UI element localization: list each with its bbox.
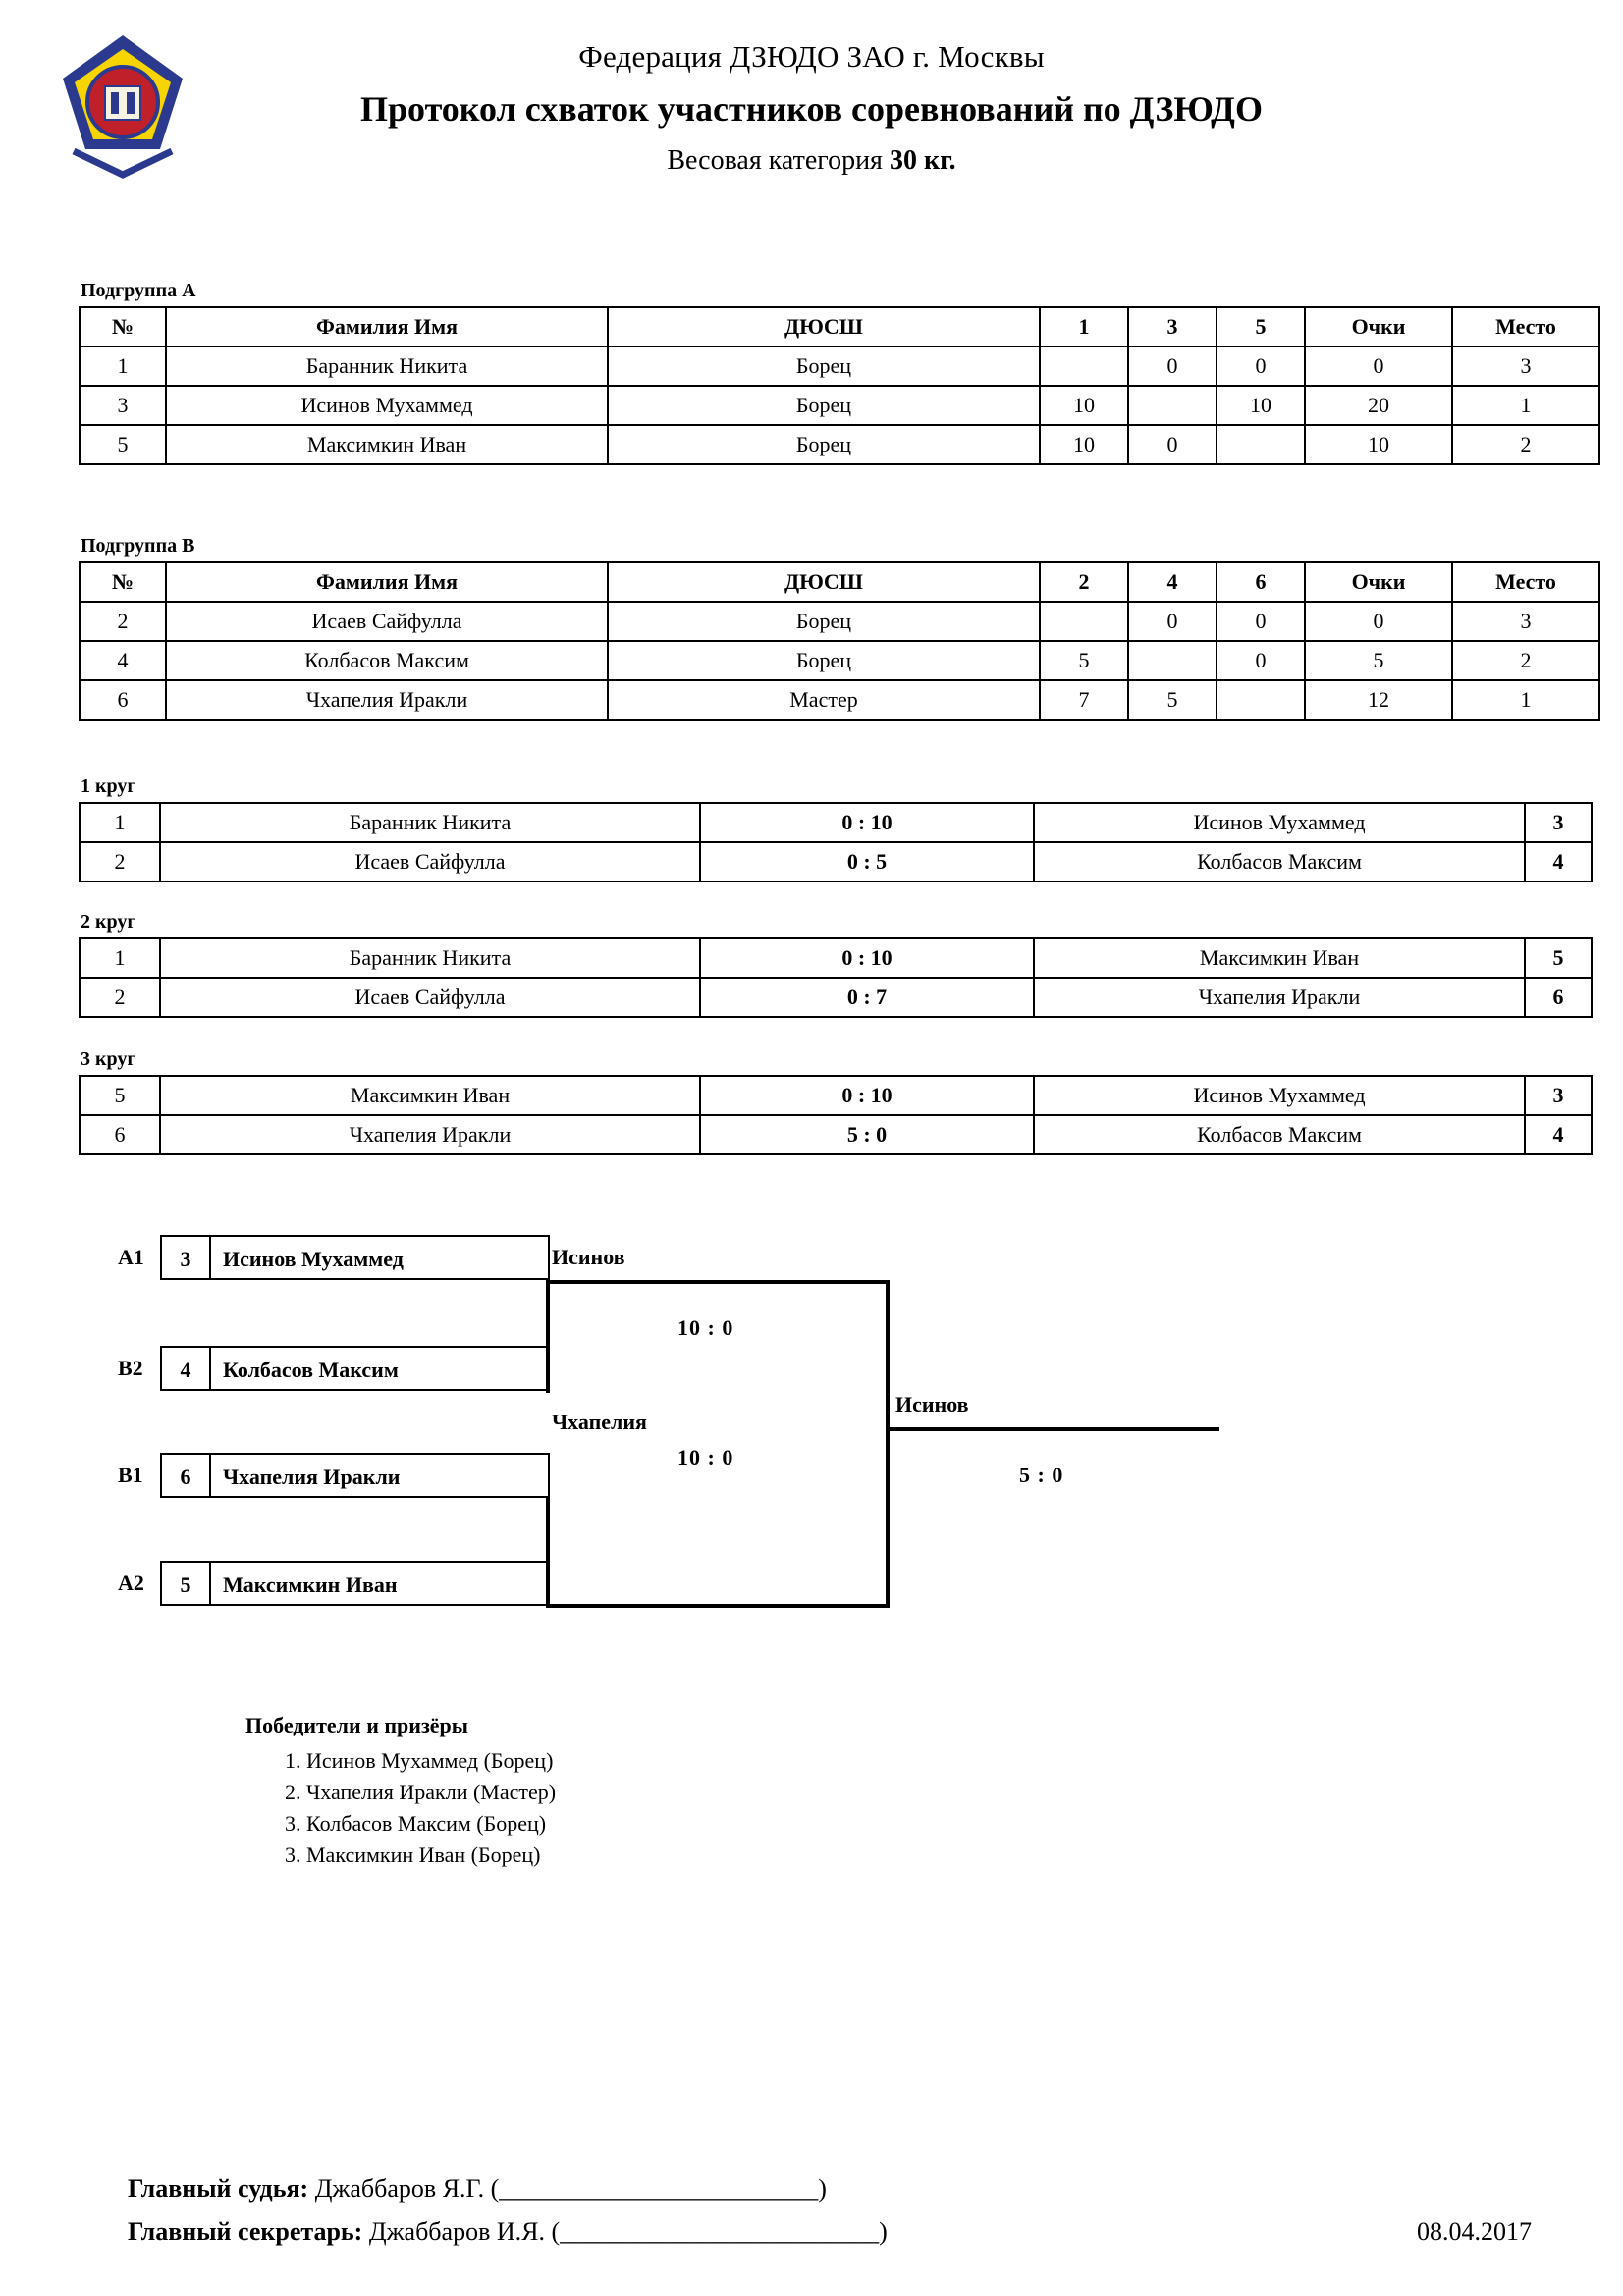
match-score: 0 : 10 — [700, 803, 1034, 842]
row-number: 6 — [80, 680, 166, 720]
round-1-table — [79, 802, 1593, 882]
row-place: 2 — [1452, 425, 1599, 464]
row-cell-self — [1217, 680, 1305, 720]
document-date: 08.04.2017 — [1417, 2217, 1532, 2246]
row-cell-score: 0 — [1217, 602, 1305, 641]
match-score: 0 : 10 — [700, 938, 1034, 978]
bracket-line-bottom-winner — [546, 1604, 890, 1608]
row-name: Колбасов Максим — [166, 641, 608, 680]
col-vs-2: 3 — [1128, 307, 1217, 347]
row-points: 0 — [1305, 602, 1452, 641]
chief-judge-label: Главный судья: — [128, 2174, 309, 2203]
bracket-connector-vertical-bottom — [546, 1498, 550, 1608]
row-name: Баранник Никита — [166, 347, 608, 386]
row-cell-score: 0 — [1128, 347, 1217, 386]
row-number: 1 — [80, 347, 166, 386]
table-row — [80, 386, 1599, 425]
chief-secretary-name: Джаббаров И.Я. (_________________________) — [368, 2217, 888, 2246]
chief-judge-row — [128, 2174, 1532, 2204]
seed-name-b2: Колбасов Максим — [211, 1346, 550, 1391]
match-right-name: Исинов Мухаммед — [1034, 803, 1525, 842]
row-number: 3 — [80, 386, 166, 425]
row-name: Исинов Мухаммед — [166, 386, 608, 425]
col-place: Место — [1452, 562, 1599, 602]
seed-name-b1: Чхапелия Иракли — [211, 1453, 550, 1498]
col-club: ДЮСШ — [608, 307, 1040, 347]
row-place: 1 — [1452, 386, 1599, 425]
row-cell-score: 5 — [1040, 641, 1128, 680]
row-place: 3 — [1452, 347, 1599, 386]
table-row — [80, 938, 1592, 978]
row-cell-self — [1217, 425, 1305, 464]
bracket-connector-vertical-top — [546, 1280, 550, 1393]
col-vs-3: 6 — [1217, 562, 1305, 602]
final-winner: Исинов — [895, 1392, 969, 1416]
round-1-block — [79, 775, 1593, 882]
row-cell-score: 10 — [1040, 386, 1128, 425]
match-left-name: Баранник Никита — [160, 803, 700, 842]
row-cell-score: 0 — [1128, 425, 1217, 464]
row-cell-score: 0 — [1217, 641, 1305, 680]
chief-judge-name: Джаббаров Я.Г. (_________________________) — [314, 2174, 827, 2203]
table-header-row — [80, 562, 1599, 602]
match-right-index: 4 — [1525, 1115, 1592, 1154]
row-cell-self — [1040, 602, 1128, 641]
row-number: 4 — [80, 641, 166, 680]
bracket-line-final — [886, 1427, 1219, 1431]
document-footer — [128, 2174, 1532, 2261]
row-number: 2 — [80, 602, 166, 641]
playoff-bracket — [0, 1227, 1623, 1649]
match-left-name: Максимкин Иван — [160, 1076, 700, 1115]
match-right-index: 6 — [1525, 978, 1592, 1017]
row-cell-score: 0 — [1217, 347, 1305, 386]
table-row — [80, 978, 1592, 1017]
col-vs-3: 5 — [1217, 307, 1305, 347]
row-cell-self — [1128, 641, 1217, 680]
col-vs-2: 4 — [1128, 562, 1217, 602]
round-2-label: 2 круг — [81, 911, 136, 933]
federation-logo-icon — [54, 31, 191, 179]
chief-secretary-row — [128, 2217, 1532, 2247]
document-header — [0, 0, 1623, 177]
group-a-table — [79, 306, 1600, 465]
match-left-name: Исаев Сайфулла — [160, 842, 700, 881]
match-number: 2 — [80, 978, 160, 1017]
group-b-block — [79, 535, 1600, 721]
match-right-index: 3 — [1525, 1076, 1592, 1115]
row-cell-self — [1040, 347, 1128, 386]
round-2-table — [79, 937, 1593, 1018]
row-club: Борец — [608, 425, 1040, 464]
table-row — [80, 602, 1599, 641]
seed-name-a1: Исинов Мухаммед — [211, 1235, 550, 1280]
table-row — [80, 425, 1599, 464]
weight-category-prefix: Весовая категория — [667, 145, 890, 176]
group-b-table — [79, 561, 1600, 721]
match-left-name: Чхапелия Иракли — [160, 1115, 700, 1154]
match-left-name: Исаев Сайфулла — [160, 978, 700, 1017]
group-a-label: Подгруппа A — [81, 280, 196, 301]
round-2-block — [79, 911, 1593, 1018]
table-row — [80, 1115, 1592, 1154]
semi-top-score: 10 : 0 — [677, 1315, 734, 1340]
row-points: 20 — [1305, 386, 1452, 425]
row-number: 5 — [80, 425, 166, 464]
group-a-block — [79, 280, 1600, 465]
row-cell-score: 10 — [1217, 386, 1305, 425]
match-number: 1 — [80, 938, 160, 978]
weight-category — [0, 145, 1623, 177]
row-club: Борец — [608, 347, 1040, 386]
seed-code-b1: B1 — [118, 1463, 143, 1487]
row-points: 10 — [1305, 425, 1452, 464]
row-points: 12 — [1305, 680, 1452, 720]
match-score: 0 : 10 — [700, 1076, 1034, 1115]
col-number: № — [80, 562, 166, 602]
seed-name-a2: Максимкин Иван — [211, 1561, 550, 1606]
semi-bottom-score: 10 : 0 — [677, 1445, 734, 1469]
row-cell-score: 5 — [1128, 680, 1217, 720]
round-3-label: 3 круг — [81, 1048, 136, 1070]
winner-item-4: 3. Максимкин Иван (Борец) — [285, 1842, 541, 1867]
match-score: 5 : 0 — [700, 1115, 1034, 1154]
semi-top-winner: Исинов — [552, 1245, 625, 1269]
chief-secretary-label: Главный секретарь: — [128, 2217, 363, 2246]
col-vs-1: 2 — [1040, 562, 1128, 602]
winner-item-3: 3. Колбасов Максим (Борец) — [285, 1811, 547, 1836]
table-row — [80, 347, 1599, 386]
winners-title: Победители и призёры — [245, 1713, 468, 1737]
match-right-name: Максимкин Иван — [1034, 938, 1525, 978]
page-title: Протокол схваток участников соревнований по ДЗЮДО — [360, 89, 1263, 129]
match-score: 0 : 7 — [700, 978, 1034, 1017]
round-1-label: 1 круг — [81, 775, 136, 797]
seed-number-a2: 5 — [160, 1561, 211, 1606]
match-number: 1 — [80, 803, 160, 842]
row-cell-score: 10 — [1040, 425, 1128, 464]
match-number: 6 — [80, 1115, 160, 1154]
winner-item-1: 1. Исинов Мухаммед (Борец) — [285, 1748, 554, 1773]
match-score: 0 : 5 — [700, 842, 1034, 881]
seed-code-b2: B2 — [118, 1356, 143, 1380]
federation-name: Федерация ДЗЮДО ЗАО г. Москвы — [578, 39, 1045, 74]
winner-item-2: 2. Чхапелия Иракли (Мастер) — [285, 1780, 557, 1804]
row-place: 1 — [1452, 680, 1599, 720]
bracket-connector-final — [886, 1280, 890, 1608]
row-club: Борец — [608, 386, 1040, 425]
seed-number-b2: 4 — [160, 1346, 211, 1391]
match-right-index: 5 — [1525, 938, 1592, 978]
row-cell-self — [1128, 386, 1217, 425]
table-row — [80, 842, 1592, 881]
col-place: Место — [1452, 307, 1599, 347]
row-points: 0 — [1305, 347, 1452, 386]
seed-number-a1: 3 — [160, 1235, 211, 1280]
row-name: Чхапелия Иракли — [166, 680, 608, 720]
round-3-table — [79, 1075, 1593, 1155]
bracket-line-top-winner — [546, 1280, 890, 1284]
table-row — [80, 803, 1592, 842]
table-header-row — [80, 307, 1599, 347]
seed-number-b1: 6 — [160, 1453, 211, 1498]
match-right-index: 3 — [1525, 803, 1592, 842]
col-points: Очки — [1305, 307, 1452, 347]
col-vs-1: 1 — [1040, 307, 1128, 347]
row-name: Максимкин Иван — [166, 425, 608, 464]
match-right-name: Чхапелия Иракли — [1034, 978, 1525, 1017]
group-b-label: Подгруппа B — [81, 535, 195, 557]
winners-block — [245, 1713, 556, 1874]
row-club: Мастер — [608, 680, 1040, 720]
row-points: 5 — [1305, 641, 1452, 680]
seed-code-a2: A2 — [118, 1571, 144, 1595]
row-club: Борец — [608, 641, 1040, 680]
row-place: 3 — [1452, 602, 1599, 641]
table-row — [80, 641, 1599, 680]
col-club: ДЮСШ — [608, 562, 1040, 602]
col-number: № — [80, 307, 166, 347]
match-right-index: 4 — [1525, 842, 1592, 881]
col-name: Фамилия Имя — [166, 562, 608, 602]
row-place: 2 — [1452, 641, 1599, 680]
match-right-name: Колбасов Максим — [1034, 842, 1525, 881]
row-cell-score: 7 — [1040, 680, 1128, 720]
table-row — [80, 1076, 1592, 1115]
match-right-name: Исинов Мухаммед — [1034, 1076, 1525, 1115]
row-club: Борец — [608, 602, 1040, 641]
row-cell-score: 0 — [1128, 602, 1217, 641]
table-row — [80, 680, 1599, 720]
col-name: Фамилия Имя — [166, 307, 608, 347]
final-score: 5 : 0 — [1019, 1463, 1064, 1487]
round-3-block — [79, 1048, 1593, 1155]
match-number: 2 — [80, 842, 160, 881]
match-number: 5 — [80, 1076, 160, 1115]
match-right-name: Колбасов Максим — [1034, 1115, 1525, 1154]
match-left-name: Баранник Никита — [160, 938, 700, 978]
weight-category-value: 30 кг. — [889, 145, 956, 176]
semi-bottom-winner: Чхапелия — [552, 1410, 647, 1434]
col-points: Очки — [1305, 562, 1452, 602]
row-name: Исаев Сайфулла — [166, 602, 608, 641]
seed-code-a1: A1 — [118, 1245, 144, 1269]
